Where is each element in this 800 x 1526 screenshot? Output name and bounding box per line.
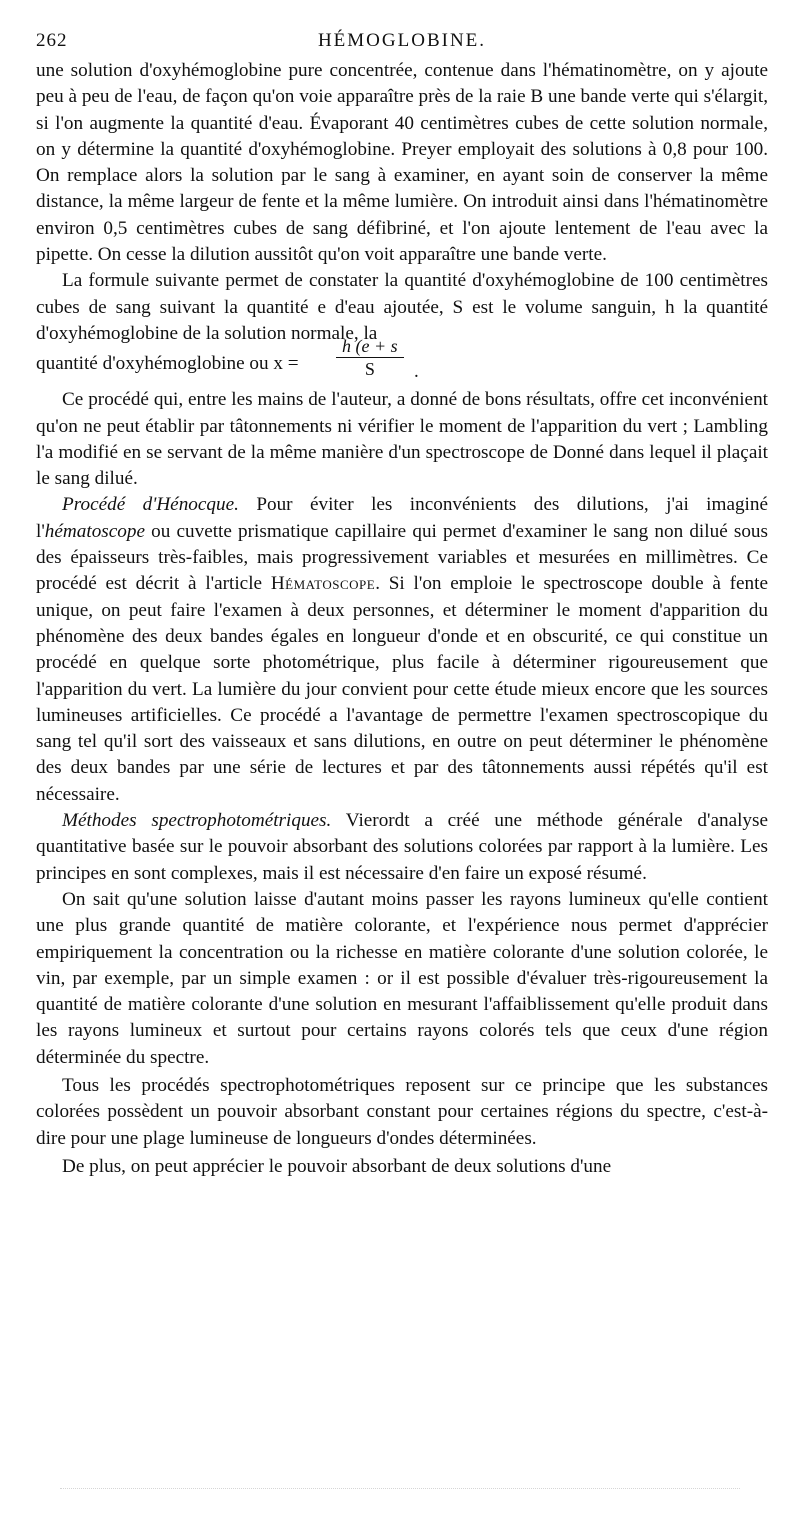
henocque-text-b: ou cuvette prismatique capillaire qui permet d'examiner le sang non dilué sous des épaisseurs très-faibles, mais progressivement variables et mesurées en millimètres. Ce procédé est décrit à l'article [36, 520, 768, 595]
paragraph-lambling: Ce procédé qui, entre les mains de l'auteur, a donné de bons résultats, offre cet inconvénient qu'on ne peut établir par tâtonnements ni vérifier le moment de l'apparition du vert ; Lambling l'a modifié en se servant de la même manière d'un spectroscope de Donné dans lequel il plaçait le sang dilué. [36, 389, 768, 490]
formula-fraction [336, 335, 404, 380]
paragraph-principle: Tous les procédés spectrophotométriques reposent sur ce principe que les substances colorées possèdent un pouvoir absorbant constant pour certaines régions du spectre, c'est-à-dire pour une plage lumineuse de longueurs d'ondes déterminées. [36, 1074, 768, 1149]
cross-reference-hematoscope: Hématoscope [270, 573, 376, 595]
paragraph-henocque [36, 492, 768, 808]
formula-denominator: S [364, 359, 375, 380]
page-header [36, 30, 768, 58]
formula-period: . [414, 361, 419, 383]
henocque-text-c: . Si l'on emploie le spectroscope double à fente unique, on peut faire l'examen à deux personnes, et déterminer le moment d'apparition du phénomène des deux bandes égales en longueur d'onde et en obscurité, ce qui constitue un procédé en quelque sorte photométrique, plus facile à déterminer rigoureusement que l'apparition du vert. La lumière du jour convient pour cette étude mieux encore que les sources lumineuses artificielles. Ce procédé a l'avantage de permettre l'examen spectroscopique du sang tel qu'il sort des vaisseaux et sans dilutions, en outre on peut déterminer le phénomène des deux bandes par une série de lectures et par des tâtonnements aussi répétés qu'il est nécessaire. [36, 573, 768, 805]
section-label-henocque: Procédé d'Hénocque. [62, 494, 239, 516]
page-number: 262 [36, 30, 68, 51]
formula-lead-text: quantité d'oxyhémoglobine ou x = [36, 353, 299, 375]
book-page [36, 30, 768, 1180]
paragraph-absorption: On sait qu'une solution laisse d'autant moins passer les rayons lumineux qu'elle contient une plus grande quantité de matière colorante, et l'expérience nous permet d'apprécier empiriquement la concentration ou la richesse en matière colorante d'une solution colorée, le vin, par exemple, par un simple examen : or il est possible d'évaluer très-rigoureusement la quantité de matière colorante d'une solution en mesurant l'affaiblissement qu'elle produit dans les rayons lumineux et surtout pour certains rayons colorés tels que ceux d'une région déterminée du spectre. [36, 888, 768, 1068]
section-label-spectrophotometric: Méthodes spectrophotométriques. [62, 810, 332, 832]
formula-numerator: h (e + s [336, 335, 404, 358]
paragraph-final: De plus, on peut apprécier le pouvoir absorbant de deux solutions d'une [62, 1155, 612, 1177]
paragraph-formula-intro: La formule suivante permet de constater la quantité d'oxyhémoglobine de 100 centimètres cubes de sang suivant la quantité e d'eau ajoutée, S est le volume sanguin, h la quantité d'oxyhémoglobine de la solution normale, la [36, 270, 768, 344]
scan-noise-divider [60, 1488, 740, 1495]
formula-line [36, 336, 768, 387]
henocque-text-a: Pour éviter les inconvénients des dilutions, j'ai imaginé l' [36, 494, 768, 542]
paragraph-continuation: une solution d'oxyhémoglobine pure concentrée, contenue dans l'hématinomètre, on y ajoute peu à peu de l'eau, de façon qu'on voie apparaître près de la raie B une bande verte qui s'élargit, si l'on augmente la quantité d'eau. Évaporant 40 centimètres cubes de cette solution normale, on y détermine la quantité d'oxyhémoglobine. Preyer employait des solutions à 0,8 pour 100. On remplace alors la solution par le sang à examiner, en ayant soin de conserver la même distance, la même largeur de fente et la même lumière. On introduit ainsi dans l'hématinomètre environ 0,5 centimètres cubes de sang défibriné, et l'on ajoute lentement de l'eau avec la pipette. On cesse la dilution aussitôt qu'on voit apparaître une bande verte. [36, 60, 768, 266]
running-head: HÉMOGLOBINE. [317, 30, 487, 51]
term-hematoscope: hématoscope [44, 520, 145, 542]
spectrophotometric-text: Vierordt a créé une méthode générale d'analyse quantitative basée sur le pouvoir absorbant des solutions colorées par rapport à la lumière. Les principes en sont complexes, mais il est nécessaire d'en faire un exposé résumé. [36, 810, 769, 884]
paragraph-spectrophotometric [36, 808, 768, 887]
